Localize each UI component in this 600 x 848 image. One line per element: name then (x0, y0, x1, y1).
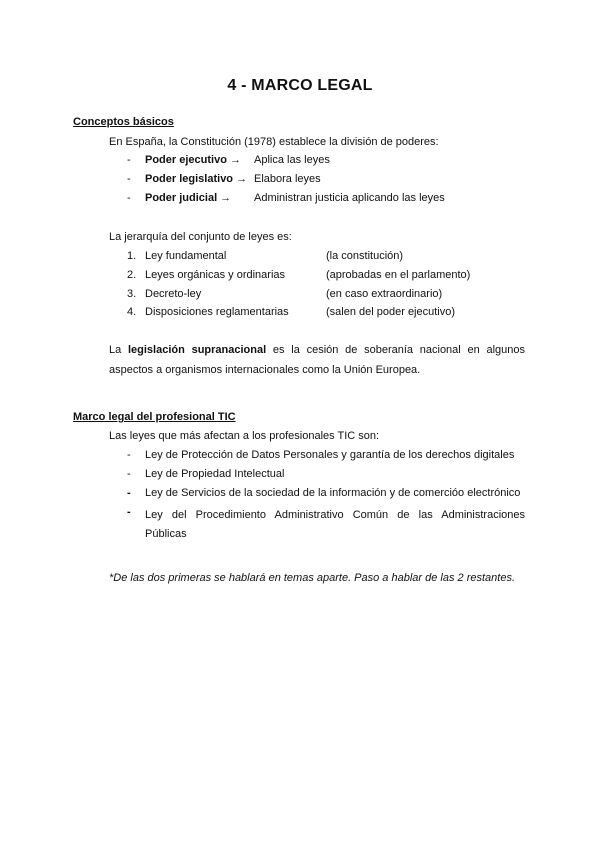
page-title: 4 - MARCO LEGAL (227, 77, 373, 94)
poder-item (0, 154, 600, 168)
jerarquia-item (0, 250, 600, 264)
section-heading-marco-tic: Marco legal del profesional TIC (73, 411, 236, 423)
ley-text: Ley de Servicios de la sociedad de la información y de comercióo electrónico (145, 487, 521, 499)
ley-text: Ley de Protección de Datos Personales y garantía de los derechos digitales (145, 449, 515, 461)
ley-item (0, 487, 600, 501)
jerarquia-name: Decreto-ley (145, 288, 202, 300)
jerarquia-name: Disposiciones reglamentarias (145, 306, 289, 318)
poder-term: Poder judicial → (145, 192, 232, 204)
dash-bullet: - (127, 192, 131, 204)
item-number: 3. (127, 288, 137, 300)
supranacional-paragraph (109, 340, 525, 380)
dash-bullet: - (127, 449, 131, 461)
jerarquia-note: (la constitución) (326, 250, 404, 262)
section-heading-conceptos: Conceptos básicos (73, 116, 174, 128)
dash-bullet: - (127, 173, 131, 185)
jerarquia-intro: La jerarquía del conjunto de leyes es: (109, 231, 292, 243)
poder-desc: Elabora leyes (254, 173, 321, 185)
jerarquia-note: (salen del poder ejecutivo) (326, 306, 456, 318)
item-number: 2. (127, 269, 137, 281)
marco-tic-intro: Las leyes que más afectan a los profesionales TIC son: (109, 430, 380, 442)
supranacional-post: es la cesión de soberanía nacional en algunos aspectos a organismos internacionales como la Unión Europea. (109, 344, 525, 376)
dash-bullet: - (127, 468, 131, 480)
ley-text: Ley de Propiedad Intelectual (145, 468, 285, 480)
dash-bullet: - (127, 154, 131, 166)
dash-bullet: - (127, 487, 131, 499)
item-number: 4. (127, 306, 137, 318)
jerarquia-item (0, 306, 600, 320)
ley-item (0, 449, 600, 463)
jerarquia-note: (en caso extraordinario) (326, 288, 443, 300)
ley-item (0, 506, 600, 546)
poder-term: Poder ejecutivo → (145, 154, 241, 166)
poder-desc: Aplica las leyes (254, 154, 330, 166)
supranacional-term: legislación supranacional (127, 344, 267, 356)
jerarquia-name: Ley fundamental (145, 250, 227, 262)
jerarquia-item (0, 269, 600, 283)
ley-text: Ley del Procedimiento Administrativo Común de las Administraciones Públicas (145, 509, 525, 540)
jerarquia-item (0, 288, 600, 302)
supranacional-pre: La (109, 344, 128, 356)
footnote: *De las dos primeras se hablará en temas aparte. Paso a hablar de las 2 restantes. (109, 572, 516, 584)
item-number: 1. (127, 250, 137, 262)
dash-bullet: - (127, 506, 131, 518)
poder-term: Poder legislativo → (145, 173, 248, 185)
poder-item (0, 173, 600, 187)
poder-item (0, 192, 600, 206)
conceptos-intro: En España, la Constitución (1978) establece la división de poderes: (109, 136, 439, 148)
jerarquia-note: (aprobadas en el parlamento) (326, 269, 471, 281)
jerarquia-name: Leyes orgánicas y ordinarias (145, 269, 286, 281)
poder-desc: Administran justicia aplicando las leyes (254, 192, 445, 204)
ley-item (0, 468, 600, 482)
